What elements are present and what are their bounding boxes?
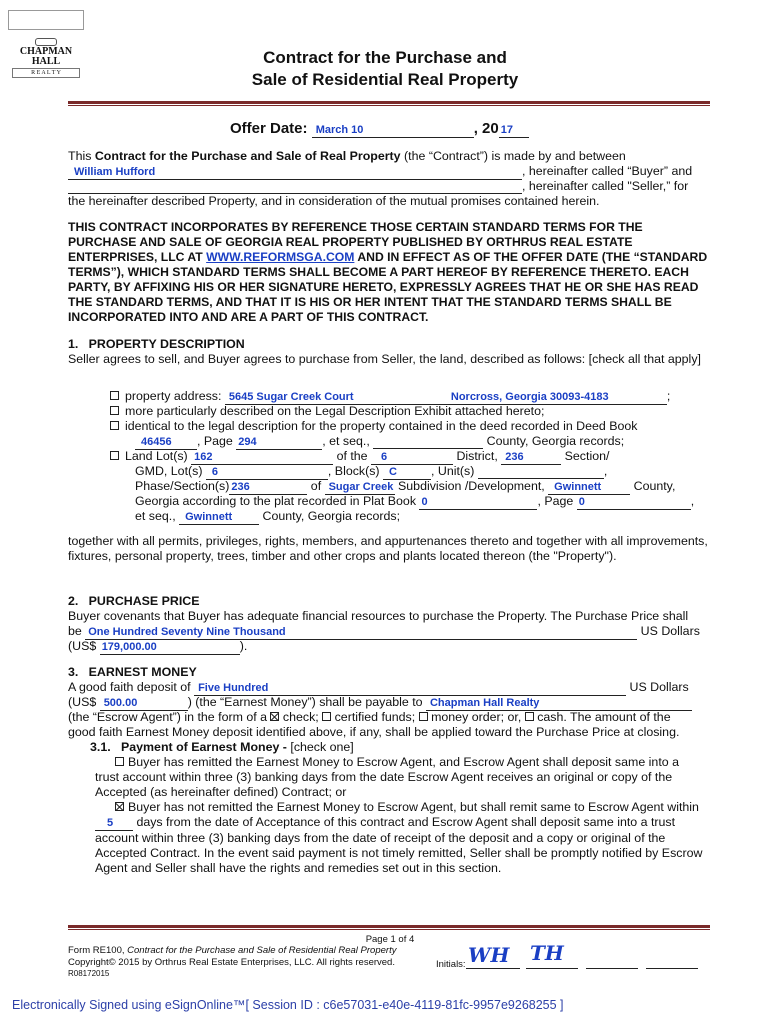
logo-line1: CHAPMAN (19, 46, 73, 57)
form-id: Form RE100, Contract for the Purchase and Sale of Residential Real Property (68, 945, 397, 956)
initial-box-2[interactable] (526, 941, 578, 969)
deed-county-field[interactable] (373, 435, 483, 449)
logo-line2: HALL (31, 56, 61, 67)
landlot-row: Land Lot(s) 162 of the 6 District, 236 Section/ (110, 449, 710, 464)
deed-page-field[interactable]: 294 (236, 435, 322, 450)
offer-year-field[interactable]: 17 (499, 122, 529, 138)
intro-line4: the hereinafter described Property, and in consideration of the mutual promises contained herein. (68, 194, 600, 208)
title-rule-thin (68, 105, 710, 106)
copyright: Copyright© 2015 by Orthrus Real Estate Enterprises, LLC. All rights reserved. (68, 957, 395, 968)
gmd-row: GMD, Lot(s) 6 , Block(s) C , Unit(s) , (135, 464, 608, 478)
phase-field[interactable]: 236 (229, 480, 307, 495)
title-rule (68, 101, 710, 104)
section1-text: Seller agrees to sell, and Buyer agrees to purchase from Seller, the land, described as follows: [check all that apply] (68, 352, 701, 366)
deposit-amount-row: (US$ 500.00 ) (the “Earnest Money”) shall be payable to Chapman Hall Realty (68, 695, 708, 711)
good-faith-text: good faith Earnest Money deposit identified above, if any, shall be applied toward the Purchase Price at closing. (68, 725, 680, 739)
offer-date-row (230, 120, 529, 138)
deposit-row: A good faith deposit of Five Hundred US Dollars (68, 680, 689, 694)
offer-year-prefix: , 20 (473, 120, 499, 137)
section1-title: 1. PROPERTY DESCRIPTION (68, 337, 245, 351)
address-row: property address: 5645 Sugar Creek Court Norcross, Georgia 30093-4183 ; (110, 389, 710, 404)
legal-row: more particularly described on the Legal Description Exhibit attached hereto; (110, 404, 710, 419)
subsection-3-1: 3.1. Payment of Earnest Money - [check one] (90, 740, 354, 754)
deed-checkbox[interactable] (110, 421, 119, 430)
deposit-words-field[interactable]: Five Hundred (194, 681, 626, 696)
section2-title: 2. PURCHASE PRICE (68, 594, 200, 608)
page-number: Page 1 of 4 (365, 934, 415, 945)
title-line1: Contract for the Purchase and (263, 48, 507, 67)
title-line2: Sale of Residential Real Property (251, 70, 519, 89)
money-order-checkbox[interactable] (419, 712, 428, 721)
county-field[interactable]: Gwinnett (548, 480, 630, 495)
payee-field[interactable]: Chapman Hall Realty (426, 696, 692, 711)
escrow-form-row: (the “Escrow Agent”) in the form of a check; certified funds; money order; or, cash. The amount of the (68, 710, 671, 724)
city-field[interactable]: Norcross, Georgia 30093-4183 (445, 390, 667, 405)
logo-emblem (35, 38, 57, 46)
phase-row: Phase/Section(s) 236 of Sugar Creek Subdivision /Development, Gwinnett County, (135, 479, 676, 493)
seller-name-field[interactable] (68, 180, 522, 194)
landlot-checkbox[interactable] (110, 451, 119, 460)
header-box (8, 10, 84, 30)
plat-book-field[interactable]: 0 (419, 495, 537, 510)
option2-checkbox[interactable] (115, 802, 124, 811)
price-amount-row: (US$ 179,000.00 ). (68, 639, 248, 653)
address-checkbox[interactable] (110, 391, 119, 400)
initial-box-3[interactable] (586, 954, 638, 969)
deposit-amount-field[interactable]: 500.00 (100, 696, 188, 711)
section-field[interactable]: 236 (501, 450, 561, 465)
cash-checkbox[interactable] (525, 712, 534, 721)
block-field[interactable]: C (383, 465, 431, 480)
incorporation-paragraph: THIS CONTRACT INCORPORATES BY REFERENCE THOSE CERTAIN STANDARD TERMS FOR THE PURCHASE AND SALE OF GEORGIA REAL PROPERTY PUBLISHED BY ORTHRUS REAL ESTATE ENTERPRISES, LLC AT WWW.REFORMSGA.COM AND IN EFFECT AS OF THE OFFER DATE (THE “STANDARD TERMS”), WHICH STANDARD TERMS SHALL BECOME A PART HEREOF BY REFERENCE THERETO. EACH PARTY, BY AFFIXING HIS OR HER SIGNATURE HERETO, EXPRESSLY AGREES THAT HE OR SHE HAS READ THE STANDARD TERMS, AND THAT IT IS HIS OR HER INTENT THAT THE STANDARD TERMS SHALL BE INCORPORATED INTO AND ARE A PART OF THIS CONTRACT. (68, 220, 708, 324)
plat-row: Georgia according to the plat recorded in Plat Book 0 , Page 0 , (135, 494, 695, 508)
section3-title: 3. EARNEST MONEY (68, 665, 197, 679)
initials-label: Initials: (436, 959, 466, 970)
price-words-row: be One Hundred Seventy Nine Thousand US Dollars (68, 624, 700, 638)
subdivision-field[interactable]: Sugar Creek (325, 480, 395, 495)
initial-1-signature: WH (468, 943, 510, 967)
option1-checkbox[interactable] (115, 757, 124, 766)
option2-paragraph: Buyer has not remitted the Earnest Money to Escrow Agent, but shall remit same to Escrow Agent within 5 days from the date of Acceptance of this contract and Escrow Agent shall deposit same into a trust account within three (3) banking days from the date of receipt of the deposit and a copy or original of the Accepted Contract. In the event said payment is not timely remitted, Seller shall be promptly notified by Escrow Agent and Seller shall have the rights and remedies set out in this section. (95, 800, 703, 875)
price-amount-field[interactable]: 179,000.00 (100, 640, 240, 655)
certified-funds-checkbox[interactable] (322, 712, 331, 721)
option1-paragraph: Buyer has remitted the Earnest Money to Escrow Agent, and Escrow Agent shall deposit same into a trust account within three (3) banking days from the date Escrow Agent receives an original or copy of the Accepted (as hereinafter defined) Contract; or (95, 755, 679, 799)
company-logo (8, 38, 84, 80)
price-words-field[interactable]: One Hundred Seventy Nine Thousand (85, 625, 637, 640)
lot-field[interactable]: 6 (206, 465, 328, 480)
footer-rule-thin (68, 929, 710, 930)
footer-rule (68, 925, 710, 928)
deed-row2: 46456 , Page 294 , et seq., County, Georgia records; (110, 434, 710, 449)
initials-row (436, 941, 706, 972)
district-field[interactable]: 6 (371, 450, 453, 465)
offer-date-field[interactable]: March 10 (312, 122, 474, 138)
offer-date-label: Offer Date: (230, 120, 308, 137)
deed-book-field[interactable]: 46456 (135, 435, 197, 450)
street-field[interactable]: 5645 Sugar Creek Court (225, 390, 445, 405)
initial-box-4[interactable] (646, 954, 698, 969)
initial-2-signature: TH (530, 941, 564, 965)
page-title (190, 47, 580, 91)
legal-checkbox[interactable] (110, 406, 119, 415)
check-checkbox[interactable] (270, 712, 279, 721)
logo-line3: R E A L T Y (12, 68, 80, 78)
intro-line2: William Hufford , hereinafter called “Buyer” and (68, 164, 708, 180)
records-county-field[interactable]: Gwinnett (179, 510, 259, 525)
initial-box-1[interactable] (466, 943, 520, 969)
plat-page-field[interactable]: 0 (577, 495, 691, 510)
days-field[interactable]: 5 (95, 816, 133, 831)
form-code: R08172015 (68, 969, 110, 978)
unit-field[interactable] (478, 465, 604, 479)
reformsga-link[interactable]: WWW.REFORMSGA.COM (206, 250, 355, 264)
intro-line3: , hereinafter called "Seller,” for (68, 179, 708, 194)
intro-line1: This Contract for the Purchase and Sale of Real Property (the “Contract”) is made by and between (68, 149, 626, 163)
etseq-row: et seq., Gwinnett County, Georgia records; (135, 509, 401, 523)
deed-row: identical to the legal description for the property contained in the deed recorded in Deed Book (110, 419, 710, 434)
buyer-name-field[interactable]: William Hufford (68, 165, 522, 180)
together-paragraph: together with all permits, privileges, rights, members, and appurtenances thereto and together with all improvements, fixtures, personal property, trees, timber and other crops and plants located thereon (the "Property"). (68, 534, 708, 563)
esign-banner: Electronically Signed using eSignOnline™[ Session ID : c6e57031-e40e-4119-81fc-9957e9268255 ] (12, 998, 564, 1012)
property-options (110, 389, 710, 524)
landlot-field[interactable]: 162 (191, 450, 333, 465)
section2-text: Buyer covenants that Buyer has adequate financial resources to purchase the Property. The Purchase Price shall (68, 609, 689, 623)
